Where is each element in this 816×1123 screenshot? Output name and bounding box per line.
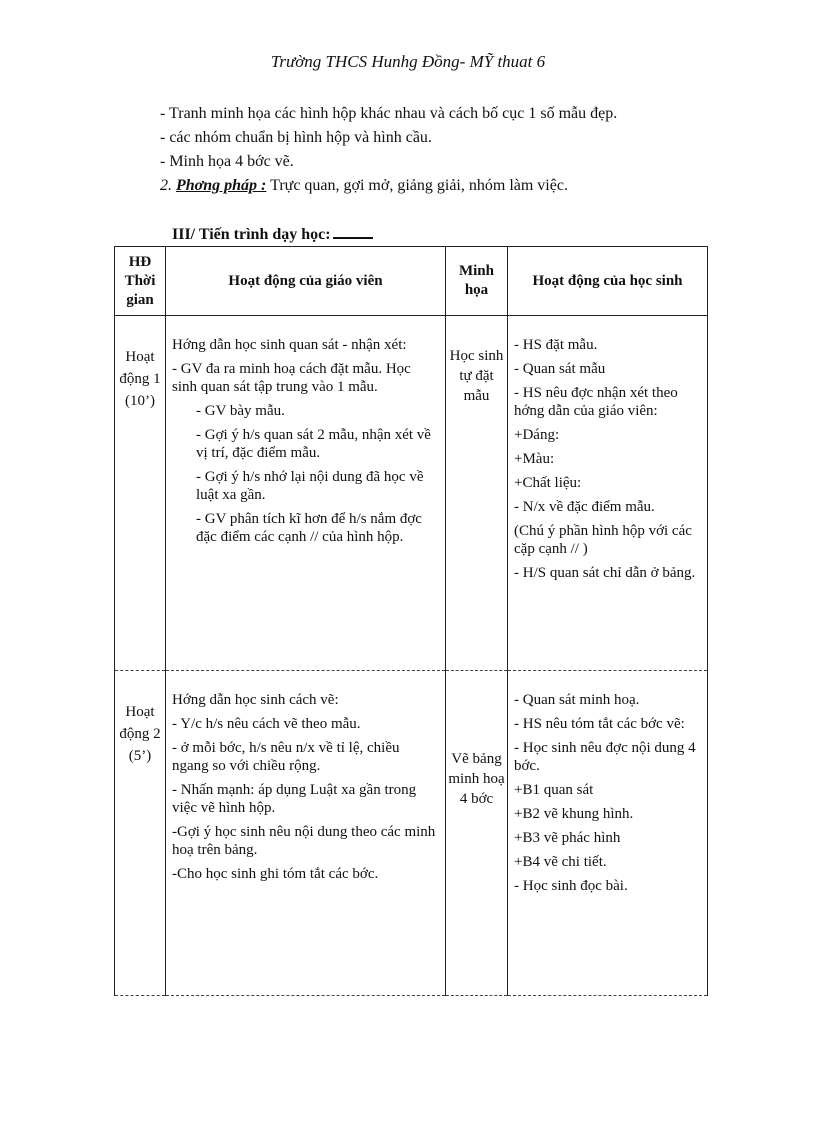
teacher-activity — [166, 316, 446, 671]
student-line: - HS nêu tóm tắt các bớc vẽ: — [514, 716, 685, 732]
section-title: III/ Tiến trình dạy học: — [172, 226, 373, 244]
teacher-line: - GV đa ra minh hoạ cách đặt mẫu. Học sinh quan sát tập trung vào 1 mẫu. — [172, 361, 411, 395]
student-line: +B4 vẽ chi tiết. — [514, 854, 607, 870]
student-line: - Quan sát mẫu — [514, 361, 606, 377]
student-line: - Quan sát minh hoạ. — [514, 692, 640, 708]
teacher-line: - GV phân tích kĩ hơn để h/s nắm đợc đặc điểm các cạnh // của hình hộp. — [196, 511, 422, 545]
teacher-line: - Gợi ý h/s nhớ lại nội dung đã học về luật xa gần. — [196, 469, 424, 503]
table-row — [115, 671, 708, 996]
student-line: - Học sinh nêu đợc nội dung 4 bớc. — [514, 740, 696, 774]
student-line: +Màu: — [514, 451, 555, 467]
teacher-line: -Gợi ý học sinh nêu nội dung theo các minh hoạ trên bảng. — [172, 824, 436, 858]
teacher-line: - Y/c h/s nêu cách vẽ theo mẫu. — [172, 716, 361, 732]
student-activity — [508, 316, 708, 671]
student-line: - HS đặt mẫu. — [514, 337, 598, 353]
student-activity — [508, 671, 708, 996]
student-line: +Dáng: — [514, 427, 560, 443]
page-header: Trường THCS Hunhg Đồng- MỸ thuat 6 — [270, 52, 546, 71]
illustration-cell: Học sinh tự đặt mẫu — [446, 316, 508, 671]
teacher-line: - GV bày mẫu. — [196, 403, 285, 419]
lesson-plan-table — [114, 246, 708, 996]
table-row — [115, 316, 708, 671]
activity-time: Hoạt động 1 (10’) — [115, 316, 166, 671]
student-line: - Học sinh đọc bài. — [514, 878, 628, 894]
method-label: Phơng pháp : — [176, 177, 267, 194]
student-line: - H/S quan sát chỉ dẫn ở bảng. — [514, 565, 696, 581]
activity-time: Hoạt động 2 (5’) — [115, 671, 166, 996]
student-line: +B3 vẽ phác hình — [514, 830, 621, 846]
title-blank-line — [333, 237, 373, 239]
teacher-line: Hớng dẫn học sinh quan sát - nhận xét: — [172, 337, 407, 353]
method-number: 2. — [160, 177, 172, 194]
teacher-line: -Cho học sinh ghi tóm tắt các bớc. — [172, 866, 379, 882]
table-header-row — [115, 247, 708, 316]
method-line — [160, 174, 780, 198]
header-teacher: Hoạt động của giáo viên — [166, 247, 446, 316]
student-line: +B2 vẽ khung hình. — [514, 806, 634, 822]
intro-line: - Minh họa 4 bớc vẽ. — [160, 153, 294, 170]
intro-section — [160, 102, 780, 198]
student-line: - N/x về đặc điểm mẫu. — [514, 499, 655, 515]
method-text: Trực quan, gợi mở, giảng giải, nhóm làm việc. — [266, 177, 568, 194]
teacher-line: - ở mỗi bớc, h/s nêu n/x về tỉ lệ, chiều ngang so với chiều rộng. — [172, 740, 400, 774]
teacher-activity — [166, 671, 446, 996]
student-line: +B1 quan sát — [514, 782, 594, 798]
teacher-line: - Gợi ý h/s quan sát 2 mẫu, nhận xét về vị trí, đặc điểm mẫu. — [196, 427, 431, 461]
student-line: - HS nêu đợc nhận xét theo hớng dẫn của giáo viên: — [514, 385, 678, 419]
header-illustration: Minh họa — [446, 247, 508, 316]
header-student: Hoạt động của học sinh — [508, 247, 708, 316]
student-line: (Chú ý phần hình hộp với các cặp cạnh // ) — [514, 523, 692, 557]
student-line: +Chất liệu: — [514, 475, 582, 491]
header-time: HĐ Thời gian — [115, 247, 166, 316]
teacher-line: - Nhấn mạnh: áp dụng Luật xa gần trong việc vẽ hình hộp. — [172, 782, 417, 816]
illustration-cell: Vẽ bảng minh hoạ 4 bớc — [446, 671, 508, 996]
intro-line: - các nhóm chuẩn bị hình hộp và hình cầu. — [160, 129, 432, 146]
teacher-line: Hớng dẫn học sinh cách vẽ: — [172, 692, 339, 708]
intro-line: - Tranh minh họa các hình hộp khác nhau và cách bố cục 1 số mẫu đẹp. — [160, 105, 618, 122]
